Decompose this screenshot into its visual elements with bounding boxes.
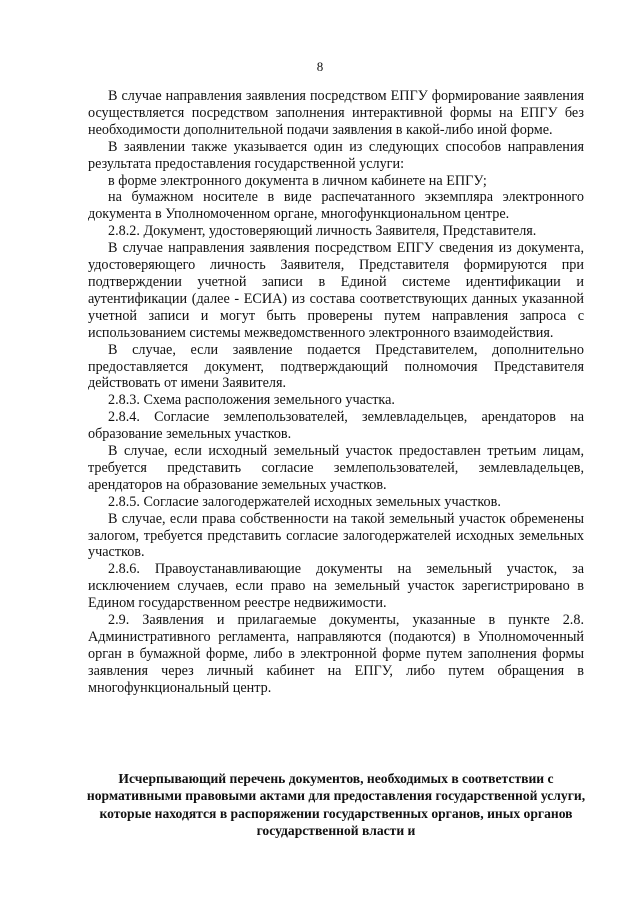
paragraph: В заявлении также указывается один из следующих способов направления результата предоставления государственной услуги: (88, 138, 584, 172)
body-text (88, 88, 584, 697)
paragraph: в форме электронного документа в личном кабинете на ЕПГУ; (108, 172, 487, 189)
paragraph: В случае направления заявления посредством ЕПГУ сведения из документа, удостоверяющего личность Заявителя, Представителя формируются при подтверждении учетной записи в Единой системе идентификации и аутентификации (далее - ЕСИА) из состава соответствующих данных указанной учетной записи и могут быть проверены путем направления запроса с использованием системы межведомственного электронного взаимодействия. (88, 240, 584, 341)
paragraph: В случае, если исходный земельный участок предоставлен третьим лицам, требуется представить согласие землепользователей, землевладельцев, арендаторов на образование земельных участков. (88, 443, 584, 493)
paragraph: 2.8.3. Схема расположения земельного участка. (108, 392, 395, 409)
page-number: 8 (316, 59, 324, 74)
paragraph: 2.8.6. Правоустанавливающие документы на земельный участок, за исключением случаев, если право на земельный участок зарегистрировано в Едином государственном реестре недвижимости. (88, 561, 584, 612)
paragraph: на бумажном носителе в виде распечатанного экземпляра электронного документа в Уполномоченном органе, многофункциональном центре. (88, 189, 584, 223)
section-heading: Исчерпывающий перечень документов, необходимых в соответствии с нормативными правовыми актами для предоставления государственной услуги, которые находятся в распоряжении государственных органов, иных органов государственной власти и (86, 771, 586, 839)
paragraph: 2.9. Заявления и прилагаемые документы, указанные в пункте 2.8. Административного регламента, направляются (подаются) в Уполномоченный орган в бумажной форме, либо в электронной форме путем заполнения формы заявления через личный кабинет на ЕПГУ, либо путем обращения в многофункциональный центр. (88, 612, 584, 696)
paragraph: В случае, если права собственности на такой земельный участок обременены залогом, требуется представить согласие залогодержателей исходных земельных участков. (88, 510, 584, 561)
paragraph: В случае направления заявления посредством ЕПГУ формирование заявления осуществляется посредством заполнения интерактивной формы на ЕПГУ без необходимости дополнительной подачи заявления в какой-либо иной форме. (88, 88, 584, 138)
paragraph: В случае, если заявление подается Представителем, дополнительно предоставляется документ, подтверждающий полномочия Представителя действовать от имени Заявителя. (88, 341, 584, 392)
paragraph: 2.8.5. Согласие залогодержателей исходных земельных участков. (108, 493, 501, 510)
paragraph: 2.8.2. Документ, удостоверяющий личность Заявителя, Представителя. (108, 223, 537, 240)
paragraph: 2.8.4. Согласие землепользователей, землевладельцев, арендаторов на образование земельных участков. (88, 409, 584, 443)
